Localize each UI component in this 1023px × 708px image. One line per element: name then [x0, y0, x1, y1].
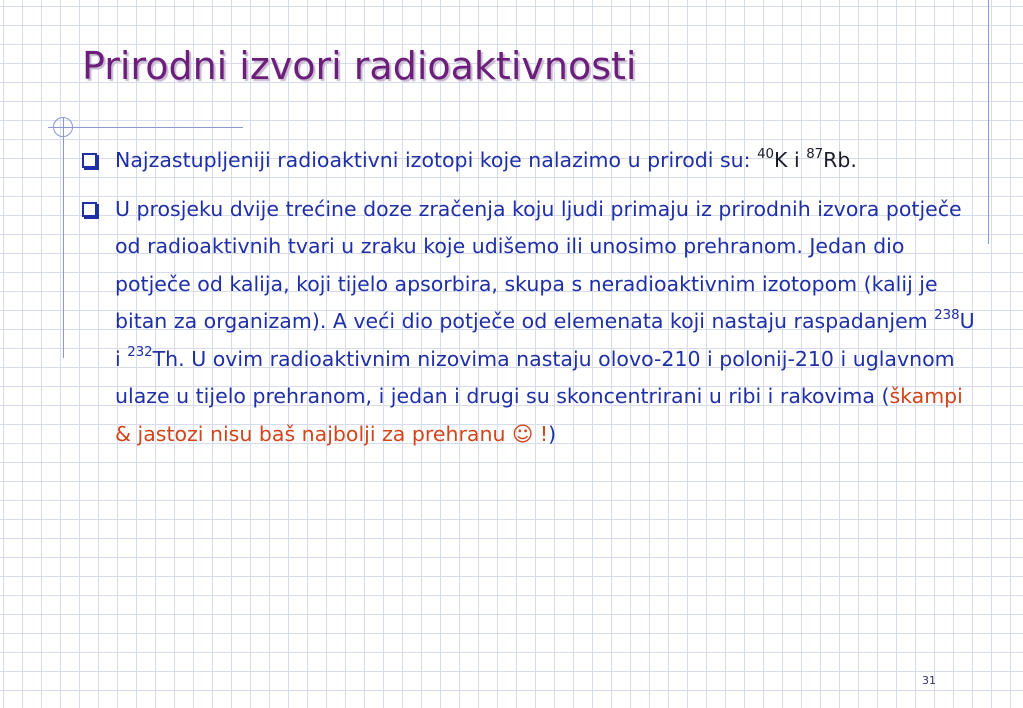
bullet-text-segment: Rb.	[823, 148, 857, 172]
isotope-mass-number: 40	[757, 146, 775, 162]
decorative-circle-icon	[53, 117, 73, 137]
title-underline	[48, 127, 243, 128]
slide-number: 31	[922, 674, 936, 687]
isotope-mass-number: 87	[806, 146, 824, 162]
checkbox-bullet-icon	[82, 202, 97, 217]
bullet-text-segment: Th. U ovim radioaktivnim nizovima nastaju olovo-210 i polonij-210 i uglavnom ulaze u tijelo prehranom, i jedan i drugi su skoncentrirani u ribi i rakovima (	[115, 346, 955, 408]
decorative-vertical-line-right	[988, 0, 989, 244]
bullet-text-segment: Najzastupljeniji radioaktivni izotopi koje nalazimo u prirodi su:	[115, 148, 758, 172]
bullet-text-segment: U i	[115, 309, 975, 371]
checkbox-bullet-icon	[82, 153, 97, 168]
bullet-list	[80, 142, 975, 464]
isotope-mass-number: 238	[934, 307, 960, 323]
isotope-mass-number: 232	[127, 345, 153, 361]
bullet-item	[80, 142, 975, 180]
bullet-text-segment: K i	[774, 148, 807, 172]
bullet-text-segment: U prosjeku dvije trećine doze zračenja koju ljudi primaju iz prirodnih izvora potječe od radioaktivnih tvari u zraku koje udišemo ili unosimo prehranom. Jedan dio potječe od kalija, koji tijelo apsorbira, skupa s neradioaktivnim izotopom (kalij je bitan za organizam). A veći dio potječe od elemenata koji nastaju raspadanjem	[115, 196, 962, 333]
bullet-text-segment: škampi & jastozi nisu baš najbolji za prehranu ☺ !	[115, 384, 963, 446]
decorative-vertical-line-left	[63, 118, 64, 358]
slide-title: Prirodni izvori radioaktivnosti	[82, 44, 637, 88]
bullet-text-segment: )	[548, 421, 557, 446]
bullet-text	[115, 148, 857, 172]
bullet-item	[80, 191, 975, 454]
bullet-text	[115, 197, 975, 446]
